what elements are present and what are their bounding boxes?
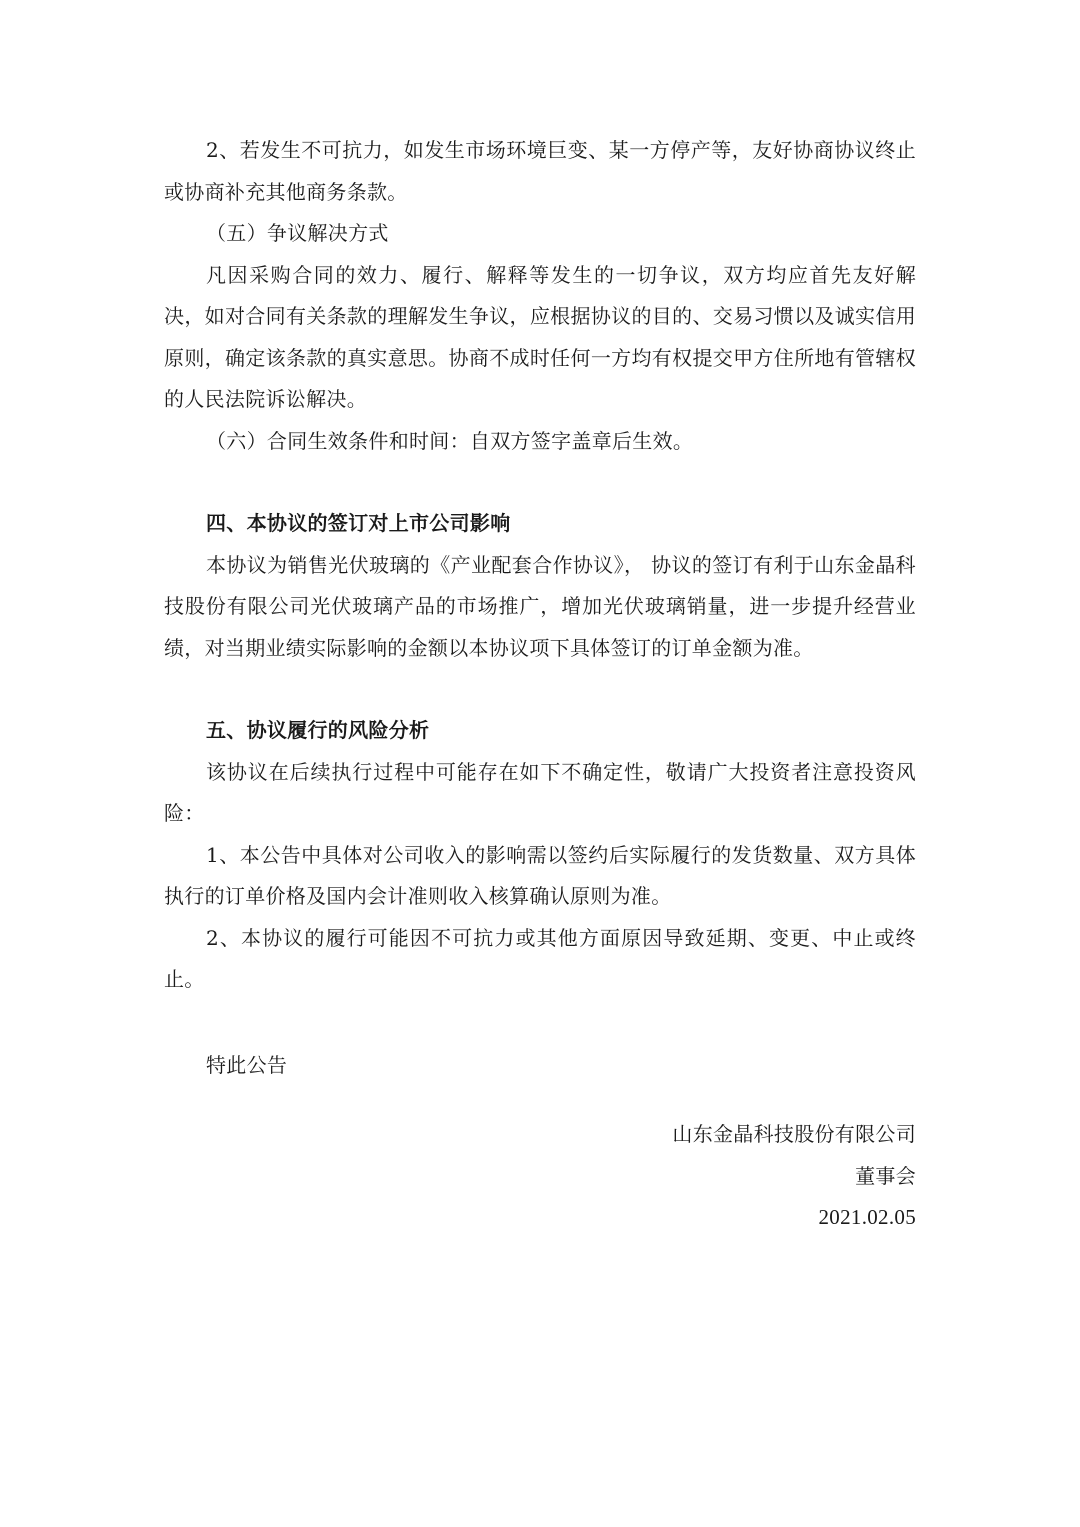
risk-item-1: 1、本公告中具体对公司收入的影响需以签约后实际履行的发货数量、双方具体执行的订单价格及国内会计准则收入核算确认原则为准。: [164, 842, 916, 908]
section-spacer: [164, 669, 916, 710]
signature-block: [672, 1114, 916, 1239]
section-spacer: [164, 462, 916, 503]
section-spacer: [164, 1001, 916, 1045]
board-name: 董事会: [855, 1163, 916, 1188]
risk-item-2: 2、本协议的履行可能因不可抗力或其他方面原因导致延期、变更、中止或终止。: [164, 925, 916, 991]
effective-condition: （六）合同生效条件和时间：自双方签字盖章后生效。: [206, 428, 694, 453]
dispute-resolution-heading: （五）争议解决方式: [206, 221, 389, 245]
company-name: 山东金晶科技股份有限公司: [672, 1122, 916, 1146]
section-4-heading: 四、本协议的签订对上市公司影响: [206, 511, 511, 535]
dispute-resolution-body: 凡因采购合同的效力、履行、解释等发生的一切争议，双方均应首先友好解决，如对合同有关条款的理解发生争议，应根据协议的目的、交易习惯以及诚实信用原则，确定该条款的真实意思。协商不成时任何一方均有权提交甲方住所地有管辖权的人民法院诉讼解决。: [164, 262, 916, 411]
document-body: [164, 130, 916, 1086]
section-4-body: 本协议为销售光伏玻璃的《产业配套合作协议》， 协议的签订有利于山东金晶科技股份有限公司光伏玻璃产品的市场推广，增加光伏玻璃销量，进一步提升经营业绩，对当期业绩实际影响的金额以本协议项下具体签订的订单金额为准。: [164, 552, 916, 660]
announcement-date: 2021.02.05: [818, 1205, 916, 1229]
force-majeure-clause: 2、若发生不可抗力，如发生市场环境巨变、某一方停产等，友好协商协议终止或协商补充其他商务条款。: [164, 138, 916, 204]
section-5-heading: 五、协议履行的风险分析: [206, 718, 430, 742]
section-5-intro: 该协议在后续执行过程中可能存在如下不确定性，敬请广大投资者注意投资风险：: [164, 759, 916, 825]
closing-statement: 特此公告: [206, 1052, 288, 1077]
